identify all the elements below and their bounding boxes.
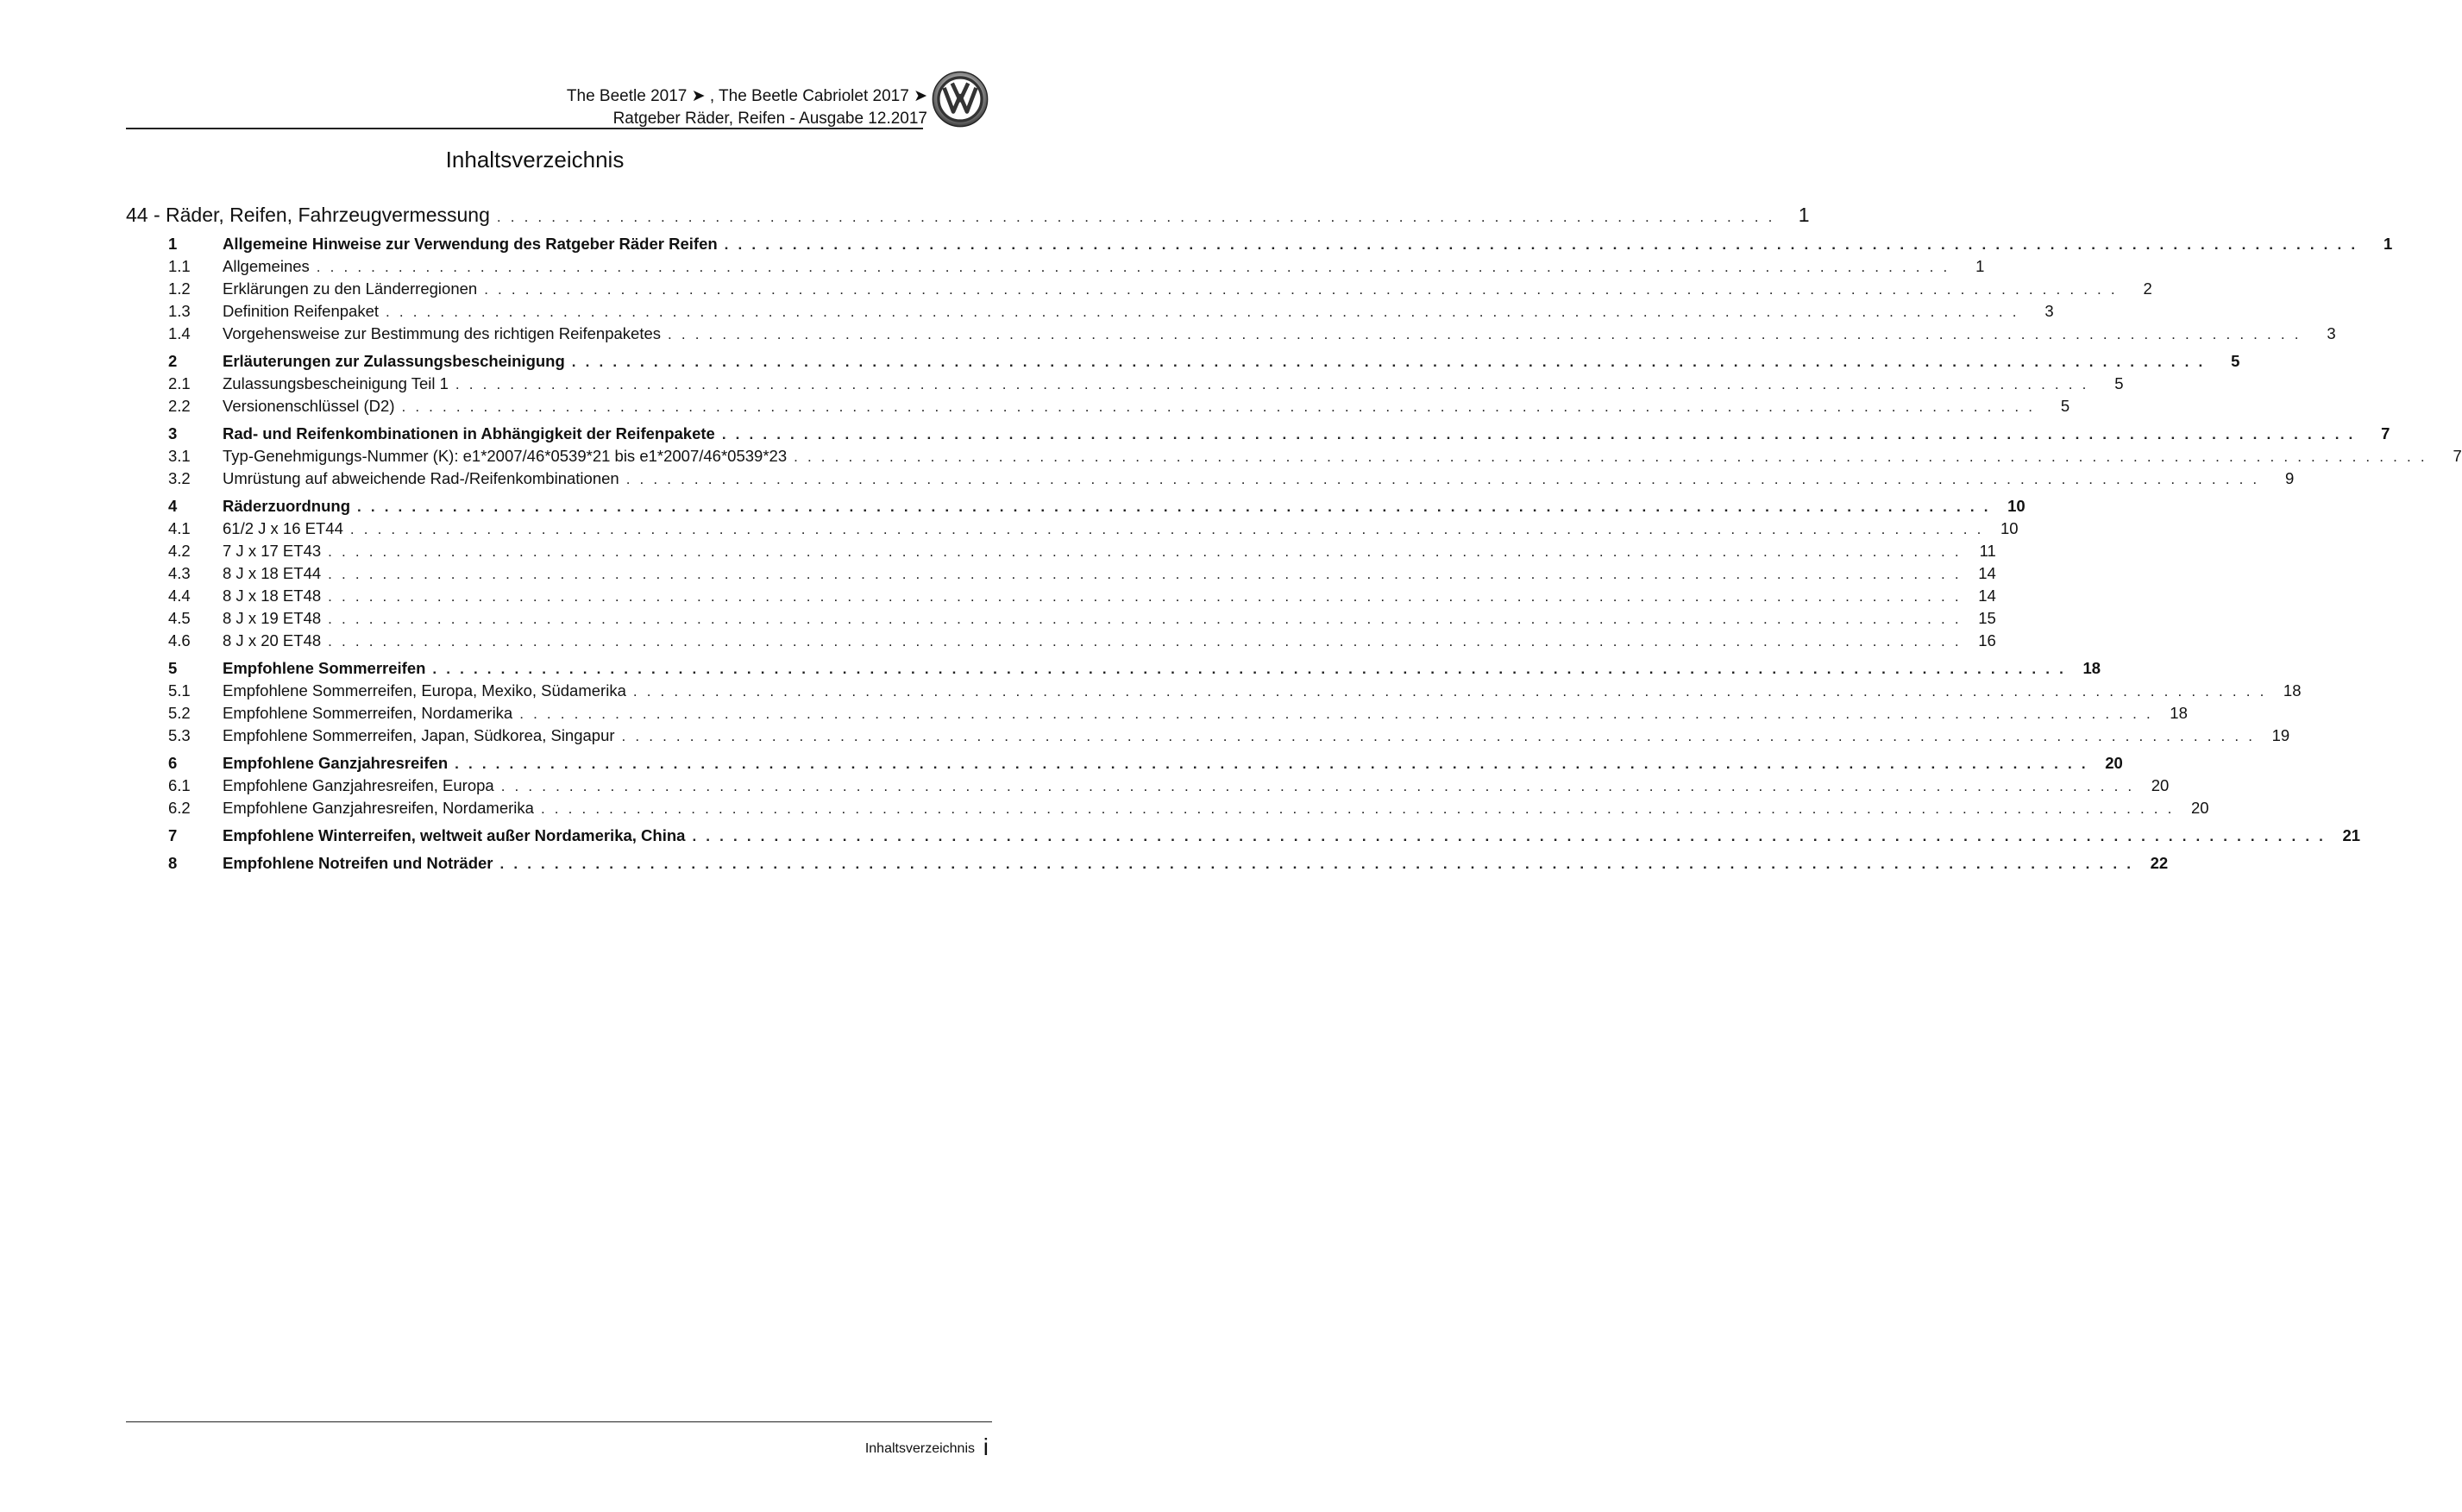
toc-entry-page: 20 (2105, 754, 2123, 772)
footer-divider (126, 1421, 992, 1422)
toc-entry-page: 10 (2007, 497, 2025, 515)
toc-entry-number: 4 (168, 497, 178, 515)
toc-leader: . . . . . . . . . . . . . . . . . . . . . . . . . . . . . . . . . . . . . . . . . . . . . . . . . . . . . . . . . . . . . . . . . . . . . . . . . . . . . . . . . . . . . . . . . . . . . . . . . . . . . . . . . . . . . . . . . . . . . . . . (357, 499, 1991, 515)
page-title: Inhaltsverzeichnis (445, 147, 625, 173)
toc-leader: . . . . . . . . . . . . . . . . . . . . . . . . . . . . . . . . . . . . . . . . . . . . . . . . . . . . . . . . . . . . . . . . . . . . . . . . . . . . . . . . . . . . . . . . . . . . . . . . . . . . . . . . . . . . . . . . . . . . . . . . (721, 426, 2356, 442)
toc-leader: . . . . . . . . . . . . . . . . . . . . . . . . . . . . . . . . . . . . . . . . . . . . . . . . . . . . . . . . . . . . . . . . . . . . . . . . . . . . . . . . . . . . . . . . . . . . . . (496, 209, 1775, 225)
toc-leader: . . . . . . . . . . . . . . . . . . . . . . . . . . . . . . . . . . . . . . . . . . . . . . . . . . . . . . . . . . . . . . . . . . . . . . . . . . . . . . . . . . . . . . . . . . . . . . . . . . . . . . . . . . . . . . . . . . . . . . . . (455, 376, 2089, 392)
toc-entry-page: 20 (2191, 799, 2209, 817)
toc-entry-label: 8 J x 18 ET44 (223, 564, 322, 582)
toc-entry-page: 22 (2150, 854, 2169, 872)
toc-entry-label: Umrüstung auf abweichende Rad-/Reifenkombinationen (223, 469, 619, 487)
toc-entry-label: Empfohlene Notreifen und Noträder (223, 854, 493, 872)
toc-subsection-row[interactable] (126, 279, 2152, 302)
toc-entry-page: 14 (1978, 587, 1996, 605)
toc-entries (126, 235, 2462, 876)
toc-subsection-row[interactable] (126, 397, 2070, 419)
toc-entry-number: 2.2 (168, 397, 191, 415)
table-of-contents (126, 204, 2462, 876)
toc-subsection-row[interactable] (126, 631, 1996, 654)
toc-entry-label: Vorgehensweise zur Bestimmung des richtigen Reifenpaketes (223, 324, 662, 342)
toc-leader: . . . . . . . . . . . . . . . . . . . . . . . . . . . . . . . . . . . . . . . . . . . . . . . . . . . . . . . . . . . . . . . . . . . . . . . . . . . . . . . . . . . . . . . . . . . . . . . . . . . . . . . . . . . . . . . . . . . . . . . . (386, 304, 2019, 320)
toc-entry-page: 5 (2114, 374, 2124, 392)
toc-entry-label: 8 J x 19 ET48 (223, 609, 322, 627)
toc-entry-page: 19 (2271, 726, 2290, 744)
toc-entry-number: 1.4 (168, 324, 191, 342)
toc-entry-number: 1.3 (168, 302, 191, 320)
toc-entry-label: Empfohlene Sommerreifen (223, 659, 426, 677)
toc-section-row[interactable] (126, 497, 2025, 519)
footer-label: Inhaltsverzeichnis (864, 1441, 975, 1456)
toc-leader: . . . . . . . . . . . . . . . . . . . . . . . . . . . . . . . . . . . . . . . . . . . . . . . . . . . . . . . . . . . . . . . . . . . . . . . . . . . . . . . . . . . . . . . . . . . . . . . . . . . . . . . . . . . . . . . . . . . . . . . . (401, 398, 2036, 415)
toc-leader: . . . . . . . . . . . . . . . . . . . . . . . . . . . . . . . . . . . . . . . . . . . . . . . . . . . . . . . . . . . . . . . . . . . . . . . . . . . . . . . . . . . . . . . . . . . . . . . . . . . . . . . . . . . . . . . . . . . . . . . . (519, 706, 2153, 722)
toc-subsection-row[interactable] (126, 726, 2290, 749)
toc-entry-label: 61/2 J x 16 ET44 (223, 519, 343, 537)
toc-entry-label: Allgemeines (223, 257, 310, 275)
toc-entry-label: Zulassungsbescheinigung Teil 1 (223, 374, 449, 392)
header-divider (126, 128, 923, 129)
toc-entry-number: 2.1 (168, 374, 191, 392)
toc-entry-number: 7 (168, 826, 178, 844)
toc-section-row[interactable] (126, 754, 2123, 776)
toc-leader: . . . . . . . . . . . . . . . . . . . . . . . . . . . . . . . . . . . . . . . . . . . . . . . . . . . . . . . . . . . . . . . . . . . . . . . . . . . . . . . . . . . . . . . . . . . . . . . . . . . . . . . . . . . . . . . . . . . . . . . . (794, 449, 2427, 465)
toc-leader: . . . . . . . . . . . . . . . . . . . . . . . . . . . . . . . . . . . . . . . . . . . . . . . . . . . . . . . . . . . . . . . . . . . . . . . . . . . . . . . . . . . . . . . . . . . . . . . . . . . . . . . . . . . . . . . . . . . . . . . . (328, 588, 1962, 605)
toc-subsection-row[interactable] (126, 799, 2209, 821)
toc-entry-number: 4.1 (168, 519, 191, 537)
toc-leader: . . . . . . . . . . . . . . . . . . . . . . . . . . . . . . . . . . . . . . . . . . . . . . . . . . . . . . . . . . . . . . . . . . . . . . . . . . . . . . . . . . . . . . . . . . . . . . . . . . . . . . . . . . . . . . . . . . . . . . . . (632, 683, 2267, 700)
toc-entry-page: 1 (1975, 257, 1985, 275)
toc-entry-label: Empfohlene Ganzjahresreifen, Nordamerika (223, 799, 534, 817)
toc-leader: . . . . . . . . . . . . . . . . . . . . . . . . . . . . . . . . . . . . . . . . . . . . . . . . . . . . . . . . . . . . . . . . . . . . . . . . . . . . . . . . . . . . . . . . . . . . . . . . . . . . . . . . . . . . . . . . . . . . . . . . (484, 281, 2118, 298)
toc-entry-page: 11 (1979, 542, 1996, 560)
toc-subsection-row[interactable] (126, 469, 2295, 492)
toc-leader: . . . . . . . . . . . . . . . . . . . . . . . . . . . . . . . . . . . . . . . . . . . . . . . . . . . . . . . . . . . . . . . . . . . . . . . . . . . . . . . . . . . . . . . . . . . . . . . . . . . . . . . . . . . . . . . . . . . . . . . . (455, 756, 2088, 772)
toc-entry-label: 7 J x 17 ET43 (223, 542, 322, 560)
toc-section-row[interactable] (126, 826, 2361, 849)
toc-leader: . . . . . . . . . . . . . . . . . . . . . . . . . . . . . . . . . . . . . . . . . . . . . . . . . . . . . . . . . . . . . . . . . . . . . . . . . . . . . . . . . . . . . . . . . . . . . . . . . . . . . . . . . . . . . . . . . . . . . . . . (316, 259, 1950, 275)
toc-leader: . . . . . . . . . . . . . . . . . . . . . . . . . . . . . . . . . . . . . . . . . . . . . . . . . . . . . . . . . . . . . . . . . . . . . . . . . . . . . . . . . . . . . . . . . . . . . . . . . . . . . . . . . . . . . . . . . . . . . . . . (625, 471, 2260, 487)
toc-leader: . . . . . . . . . . . . . . . . . . . . . . . . . . . . . . . . . . . . . . . . . . . . . . . . . . . . . . . . . . . . . . . . . . . . . . . . . . . . . . . . . . . . . . . . . . . . . . . . . . . . . . . . . . . . . . . . . . . . . . . . (668, 326, 2302, 342)
toc-chapter[interactable] (126, 204, 1810, 235)
header-vehicle-models: The Beetle 2017 ➤ , The Beetle Cabriolet 2017 ➤ (566, 87, 927, 105)
toc-entry-page: 1 (2383, 235, 2393, 253)
toc-section-row[interactable] (126, 424, 2390, 447)
vw-logo-icon (932, 71, 989, 128)
toc-section-row[interactable] (126, 854, 2169, 876)
toc-entry-number: 5.3 (168, 726, 191, 744)
toc-entry-page: 10 (2000, 519, 2019, 537)
toc-entry-page: 3 (2044, 302, 2054, 320)
toc-entry-label: Empfohlene Winterreifen, weltweit außer Nordamerika, China (223, 826, 686, 844)
toc-leader: . . . . . . . . . . . . . . . . . . . . . . . . . . . . . . . . . . . . . . . . . . . . . . . . . . . . . . . . . . . . . . . . . . . . . . . . . . . . . . . . . . . . . . . . . . . . . . . . . . . . . . . . . . . . . . . . . . . . . . . . (432, 661, 2067, 677)
toc-leader: . . . . . . . . . . . . . . . . . . . . . . . . . . . . . . . . . . . . . . . . . . . . . . . . . . . . . . . . . . . . . . . . . . . . . . . . . . . . . . . . . . . . . . . . . . . . . . . . . . . . . . . . . . . . . . . . . . . . . . . . (540, 800, 2175, 817)
toc-entry-page: 15 (1978, 609, 1996, 627)
toc-subsection-row[interactable] (126, 776, 2170, 799)
toc-subsection-row[interactable] (126, 519, 2019, 542)
toc-subsection-row[interactable] (126, 681, 2302, 704)
footer-page-number: i (983, 1434, 989, 1460)
toc-entry-page: 5 (2231, 352, 2240, 370)
toc-entry-label: 8 J x 18 ET48 (223, 587, 322, 605)
toc-entry-label: Empfohlene Ganzjahresreifen (223, 754, 449, 772)
toc-entry-label: Typ-Genehmigungs-Nummer (K): e1*2007/46*0539*21 bis e1*2007/46*0539*23 (223, 447, 788, 465)
toc-entry-label: Erläuterungen zur Zulassungsbescheinigung (223, 352, 565, 370)
toc-entry-page: 21 (2342, 826, 2361, 844)
toc-entry-number: 1 (168, 235, 178, 253)
toc-leader: . . . . . . . . . . . . . . . . . . . . . . . . . . . . . . . . . . . . . . . . . . . . . . . . . . . . . . . . . . . . . . . . . . . . . . . . . . . . . . . . . . . . . . . . . . . . . . . . . . . . . . . . . . . . . . . . . . . . . . . . (500, 778, 2135, 794)
toc-entry-label: Empfohlene Sommerreifen, Japan, Südkorea, Singapur (223, 726, 615, 744)
toc-entry-page: 7 (2453, 447, 2462, 465)
toc-subsection-row[interactable] (126, 609, 1996, 631)
toc-entry-page: 2 (2143, 279, 2152, 298)
toc-entry-label: Definition Reifenpaket (223, 302, 379, 320)
toc-section-row[interactable] (126, 235, 2393, 257)
toc-section-row[interactable] (126, 659, 2101, 681)
toc-entry-label: Erklärungen zu den Länderregionen (223, 279, 478, 298)
toc-entry-number: 5 (168, 659, 178, 677)
toc-leader: . . . . . . . . . . . . . . . . . . . . . . . . . . . . . . . . . . . . . . . . . . . . . . . . . . . . . . . . . . . . . . . . . . . . . . . . . . . . . . . . . . . . . . . . . . . . . . . . . . . . . . . . . . . . . . . . . . . . . . . . (328, 566, 1962, 582)
toc-leader: . . . . . . . . . . . . . . . . . . . . . . . . . . . . . . . . . . . . . . . . . . . . . . . . . . . . . . . . . . . . . . . . . . . . . . . . . . . . . . . . . . . . . . . . . . . . . . . . . . . . . . . . . . . . . . . . . . . . . . . . (692, 828, 2327, 844)
toc-entry-number: 2 (168, 352, 178, 370)
toc-entry-page: 14 (1978, 564, 1996, 582)
toc-entry-number: 4.2 (168, 542, 191, 560)
toc-entry-number: 4.5 (168, 609, 191, 627)
toc-entry-number: 1.1 (168, 257, 191, 275)
toc-entry-page: 9 (2285, 469, 2295, 487)
toc-subsection-row[interactable] (126, 542, 1996, 564)
toc-entry-page: 5 (2060, 397, 2070, 415)
toc-entry-number: 3.1 (168, 447, 191, 465)
toc-chapter-label: 44 - Räder, Reifen, Fahrzeugvermessung (126, 204, 490, 226)
toc-subsection-row[interactable] (126, 447, 2462, 469)
toc-entry-number: 4.6 (168, 631, 191, 649)
toc-subsection-row[interactable] (126, 704, 2188, 726)
toc-section-row[interactable] (126, 352, 2240, 374)
toc-entry-number: 6.1 (168, 776, 191, 794)
toc-entry-number: 3.2 (168, 469, 191, 487)
header-document-title: Ratgeber Räder, Reifen - Ausgabe 12.2017 (612, 110, 927, 128)
toc-subsection-row[interactable] (126, 302, 2054, 324)
toc-entry-label: Empfohlene Sommerreifen, Nordamerika (223, 704, 513, 722)
toc-entry-page: 16 (1978, 631, 1996, 649)
toc-entry-page: 18 (2170, 704, 2188, 722)
toc-entry-label: Empfohlene Ganzjahresreifen, Europa (223, 776, 494, 794)
toc-entry-number: 6.2 (168, 799, 191, 817)
toc-entry-number: 5.1 (168, 681, 191, 700)
toc-entry-number: 4.3 (168, 564, 191, 582)
toc-leader: . . . . . . . . . . . . . . . . . . . . . . . . . . . . . . . . . . . . . . . . . . . . . . . . . . . . . . . . . . . . . . . . . . . . . . . . . . . . . . . . . . . . . . . . . . . . . . . . . . . . . . . . . . . . . . . . . . . . . . . . (571, 354, 2206, 370)
toc-entry-label: Versionenschlüssel (D2) (223, 397, 395, 415)
toc-entry-label: Rad- und Reifenkombinationen in Abhängigkeit der Reifenpakete (223, 424, 715, 442)
toc-subsection-row[interactable] (126, 564, 1996, 587)
toc-leader: . . . . . . . . . . . . . . . . . . . . . . . . . . . . . . . . . . . . . . . . . . . . . . . . . . . . . . . . . . . . . . . . . . . . . . . . . . . . . . . . . . . . . . . . . . . . . . . . . . . . . . . . . . . . . . . . . . . . . . . . (499, 856, 2134, 872)
toc-entry-page: 7 (2381, 424, 2390, 442)
toc-subsection-row[interactable] (126, 257, 1985, 279)
toc-entry-number: 3 (168, 424, 178, 442)
toc-entry-page: 18 (2082, 659, 2101, 677)
toc-entry-page: 18 (2283, 681, 2302, 700)
toc-chapter-page: 1 (1798, 204, 1810, 226)
toc-leader: . . . . . . . . . . . . . . . . . . . . . . . . . . . . . . . . . . . . . . . . . . . . . . . . . . . . . . . . . . . . . . . . . . . . . . . . . . . . . . . . . . . . . . . . . . . . . . . . . . . . . . . . . . . . . . . . . . . . . . . . (349, 521, 1984, 537)
toc-subsection-row[interactable] (126, 324, 2336, 347)
toc-entry-label: Räderzuordnung (223, 497, 350, 515)
toc-entry-number: 4.4 (168, 587, 191, 605)
toc-leader: . . . . . . . . . . . . . . . . . . . . . . . . . . . . . . . . . . . . . . . . . . . . . . . . . . . . . . . . . . . . . . . . . . . . . . . . . . . . . . . . . . . . . . . . . . . . . . . . . . . . . . . . . . . . . . . . . . . . . . . . (724, 236, 2358, 253)
toc-entry-page: 20 (2151, 776, 2170, 794)
toc-subsection-row[interactable] (126, 587, 1996, 609)
toc-subsection-row[interactable] (126, 374, 2124, 397)
toc-entry-label: Allgemeine Hinweise zur Verwendung des Ratgeber Räder Reifen (223, 235, 718, 253)
toc-entry-label: Empfohlene Sommerreifen, Europa, Mexiko, Südamerika (223, 681, 626, 700)
toc-entry-label: 8 J x 20 ET48 (223, 631, 322, 649)
toc-leader: . . . . . . . . . . . . . . . . . . . . . . . . . . . . . . . . . . . . . . . . . . . . . . . . . . . . . . . . . . . . . . . . . . . . . . . . . . . . . . . . . . . . . . . . . . . . . . . . . . . . . . . . . . . . . . . . . . . . . . . . (328, 611, 1962, 627)
toc-leader: . . . . . . . . . . . . . . . . . . . . . . . . . . . . . . . . . . . . . . . . . . . . . . . . . . . . . . . . . . . . . . . . . . . . . . . . . . . . . . . . . . . . . . . . . . . . . . . . . . . . . . . . . . . . . . . . . . . . . . . . (328, 633, 1962, 649)
toc-entry-number: 6 (168, 754, 178, 772)
toc-leader: . . . . . . . . . . . . . . . . . . . . . . . . . . . . . . . . . . . . . . . . . . . . . . . . . . . . . . . . . . . . . . . . . . . . . . . . . . . . . . . . . . . . . . . . . . . . . . . . . . . . . . . . . . . . . . . . . . . . . . . . (621, 728, 2256, 744)
toc-leader: . . . . . . . . . . . . . . . . . . . . . . . . . . . . . . . . . . . . . . . . . . . . . . . . . . . . . . . . . . . . . . . . . . . . . . . . . . . . . . . . . . . . . . . . . . . . . . . . . . . . . . . . . . . . . . . . . . . . . . . . (328, 543, 1962, 560)
toc-entry-number: 5.2 (168, 704, 191, 722)
toc-entry-page: 3 (2327, 324, 2336, 342)
toc-entry-number: 8 (168, 854, 178, 872)
toc-entry-number: 1.2 (168, 279, 191, 298)
